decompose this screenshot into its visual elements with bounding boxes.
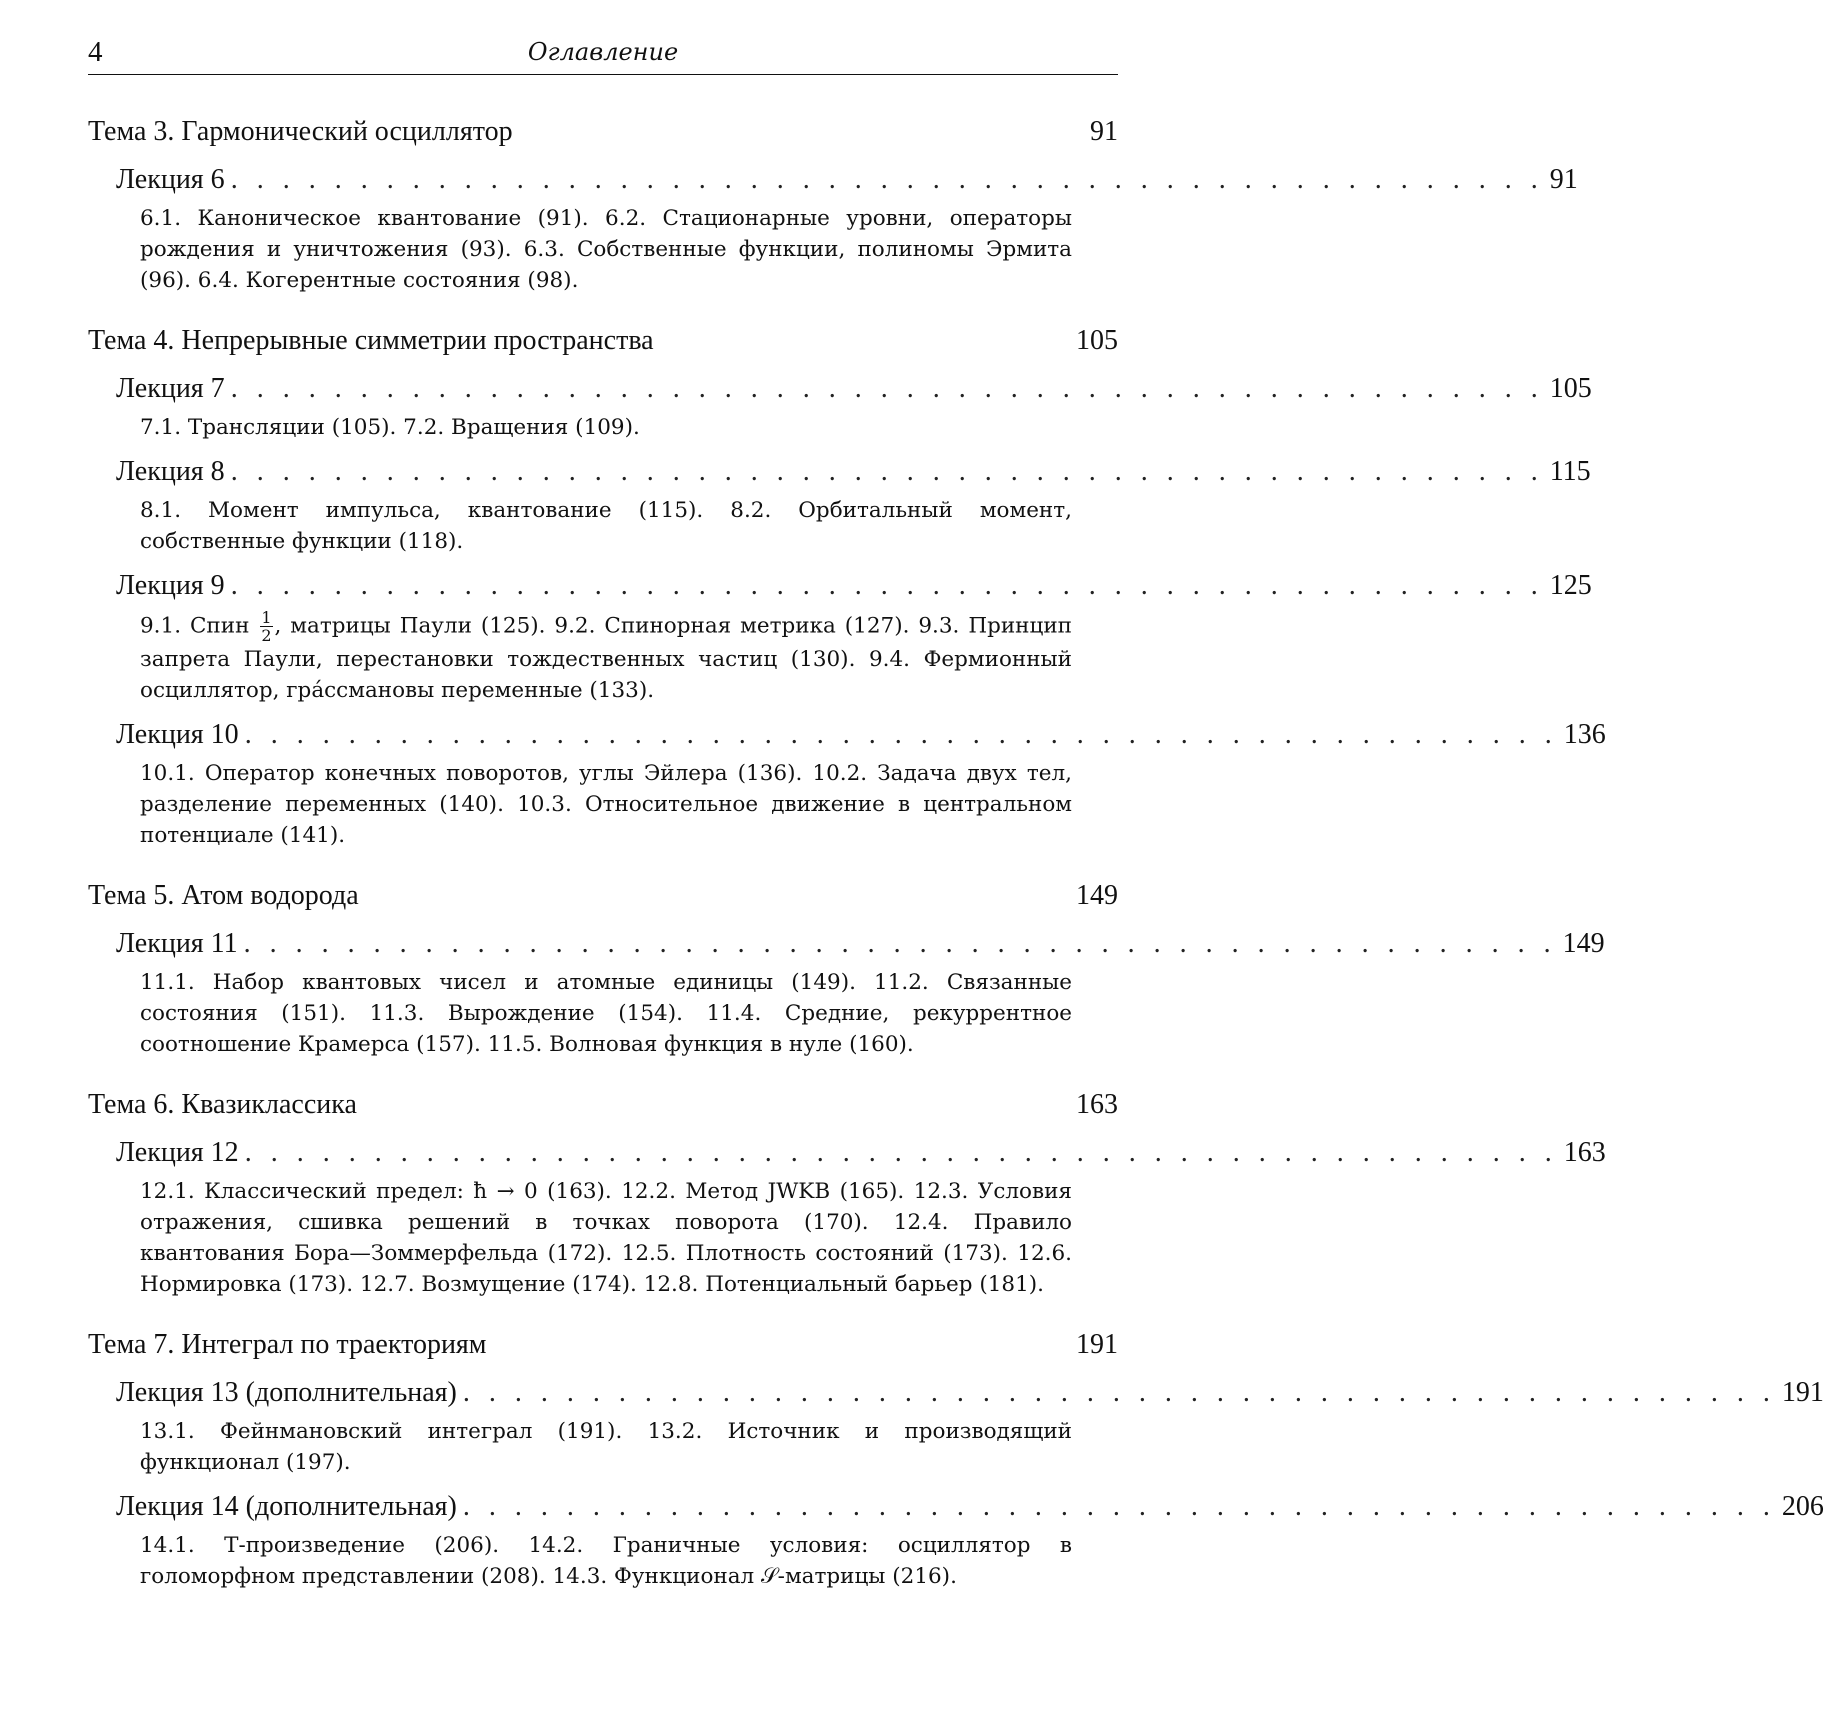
lecture-title: Лекция 12: [116, 1137, 239, 1168]
dot-leader: . . . . . . . . . . . . . . . . . . . . . . . . . . . . . . . . . . . . . . . . . . . . . . . . . . .: [230, 373, 1544, 404]
toc-lecture-6[interactable]: [116, 161, 1578, 199]
toc-theme-4[interactable]: [88, 322, 1118, 360]
lecture-title: Лекция 10: [116, 719, 239, 750]
lecture-page: 115: [1549, 456, 1591, 487]
lecture-page: 163: [1563, 1137, 1606, 1168]
lecture-title: Лекция 9: [116, 570, 225, 601]
dot-leader: . . . . . . . . . . . . . . . . . . . . . . . . . . . . . . . . . . . . . . . . . . . . . . . . . . .: [244, 1137, 1558, 1168]
lecture-title: Лекция 7: [116, 373, 225, 404]
theme-page: 149: [1076, 880, 1118, 911]
header-title: Оглавление: [527, 38, 679, 66]
dot-leader: . . . . . . . . . . . . . . . . . . . . . . . . . . . . . . . . . . . . . . . . . . . . . . . . . . .: [462, 1491, 1776, 1522]
theme-title: Тема 4. Непрерывные симметрии пространства: [88, 325, 654, 356]
summary-text-post: , матрицы Паули (125). 9.2. Спинорная метрика (127). 9.3. Принцип запрета Паули, перестановки тождественных частиц (130). 9.4. Фермионный осциллятор, грáссмановы переменные (133).: [140, 613, 1072, 703]
lecture-title: Лекция 8: [116, 456, 225, 487]
fraction-numerator: 1: [261, 608, 272, 627]
lecture-page: 91: [1549, 164, 1578, 195]
toc-lecture-13[interactable]: [116, 1374, 1824, 1412]
lecture-summary: 14.1. Т-произведение (206). 14.2. Граничные условия: осциллятор в голоморфном представлении (208). 14.3. Функционал 𝒮-матрицы (216).: [140, 1533, 1072, 1589]
toc-lecture-11[interactable]: [116, 925, 1605, 963]
lecture-summary: 12.1. Классический предел: ħ → 0 (163). 12.2. Метод JWKB (165). 12.3. Условия отражения, сшивка решений в точках поворота (170). 12.4. Правило квантования Бора—Зоммерфельда (172). 12.5. Плотность состояний (173). 12.6. Нормировка (173). 12.7. Возмущение (174). 12.8. Потенциальный барьер (181).: [140, 1179, 1072, 1297]
dot-leader: . . . . . . . . . . . . . . . . . . . . . . . . . . . . . . . . . . . . . . . . . . . . . . . . . . .: [230, 570, 1544, 601]
lecture-title: Лекция 11: [116, 928, 238, 959]
lecture-page: 125: [1549, 570, 1592, 601]
dot-leader: . . . . . . . . . . . . . . . . . . . . . . . . . . . . . . . . . . . . . . . . . . . . . . . . . . .: [230, 456, 1544, 487]
lecture-page: 149: [1562, 928, 1605, 959]
dot-leader: . . . . . . . . . . . . . . . . . . . . . . . . . . . . . . . . . . . . . . . . . . . . . . . . . . .: [244, 719, 1558, 750]
toc-lecture-8[interactable]: [116, 453, 1591, 491]
lecture-summary: 8.1. Момент импульса, квантование (115). 8.2. Орбитальный момент, собственные функции (118).: [140, 498, 1072, 554]
dot-leader: . . . . . . . . . . . . . . . . . . . . . . . . . . . . . . . . . . . . . . . . . . . . . . . . . . .: [230, 164, 1544, 195]
theme-title: Тема 5. Атом водорода: [88, 880, 359, 911]
theme-title: Тема 6. Квазиклассика: [88, 1089, 357, 1120]
lecture-title: Лекция 13 (дополнительная): [116, 1377, 457, 1408]
theme-page: 91: [1090, 116, 1118, 147]
theme-page: 163: [1076, 1089, 1118, 1120]
toc-lecture-12[interactable]: [116, 1134, 1606, 1172]
toc-theme-6[interactable]: [88, 1086, 1118, 1124]
lecture-page: 206: [1781, 1491, 1824, 1522]
theme-title: Тема 3. Гармонический осциллятор: [88, 116, 513, 147]
toc-theme-7[interactable]: [88, 1326, 1118, 1364]
toc-theme-3[interactable]: [88, 113, 1118, 151]
toc-page: [88, 30, 1824, 1592]
theme-page: 105: [1076, 325, 1118, 356]
fraction-denominator: 2: [261, 626, 272, 645]
toc-lecture-10[interactable]: [116, 716, 1606, 754]
lecture-summary: 6.1. Каноническое квантование (91). 6.2. Стационарные уровни, операторы рождения и уничтожения (93). 6.3. Собственные функции, полиномы Эрмита (96). 6.4. Когерентные состояния (98).: [140, 206, 1072, 293]
lecture-page: 105: [1549, 373, 1592, 404]
dot-leader: . . . . . . . . . . . . . . . . . . . . . . . . . . . . . . . . . . . . . . . . . . . . . . . . . . .: [243, 928, 1557, 959]
lecture-summary: 7.1. Трансляции (105). 7.2. Вращения (109).: [140, 415, 640, 440]
lecture-summary: 10.1. Оператор конечных поворотов, углы Эйлера (136). 10.2. Задача двух тел, разделение переменных (140). 10.3. Относительное движение в центральном потенциале (141).: [140, 761, 1072, 848]
lecture-title: Лекция 6: [116, 164, 225, 195]
toc-lecture-9[interactable]: [116, 567, 1592, 605]
summary-text-pre: 9.1. Спин: [140, 613, 250, 639]
lecture-summary: 11.1. Набор квантовых чисел и атомные единицы (149). 11.2. Связанные состояния (151). 11.3. Вырождение (154). 11.4. Средние, рекуррентное соотношение Крамерса (157). 11.5. Волновая функция в нуле (160).: [140, 970, 1072, 1057]
lecture-page: 136: [1563, 719, 1606, 750]
lecture-summary: 13.1. Фейнмановский интеграл (191). 13.2. Источник и производящий функционал (197).: [140, 1419, 1072, 1475]
toc-lecture-7[interactable]: [116, 370, 1592, 408]
toc-lecture-14[interactable]: [116, 1488, 1824, 1526]
dot-leader: . . . . . . . . . . . . . . . . . . . . . . . . . . . . . . . . . . . . . . . . . . . . . . . . . . .: [462, 1377, 1776, 1408]
fraction-one-half: [260, 609, 272, 644]
lecture-page: 191: [1781, 1377, 1824, 1408]
page-number: 4: [88, 36, 103, 68]
theme-page: 191: [1076, 1329, 1118, 1360]
lecture-title: Лекция 14 (дополнительная): [116, 1491, 457, 1522]
toc-theme-5[interactable]: [88, 877, 1118, 915]
running-header: [88, 30, 1118, 75]
lecture-summary: [140, 609, 1072, 706]
theme-title: Тема 7. Интеграл по траекториям: [88, 1329, 487, 1360]
